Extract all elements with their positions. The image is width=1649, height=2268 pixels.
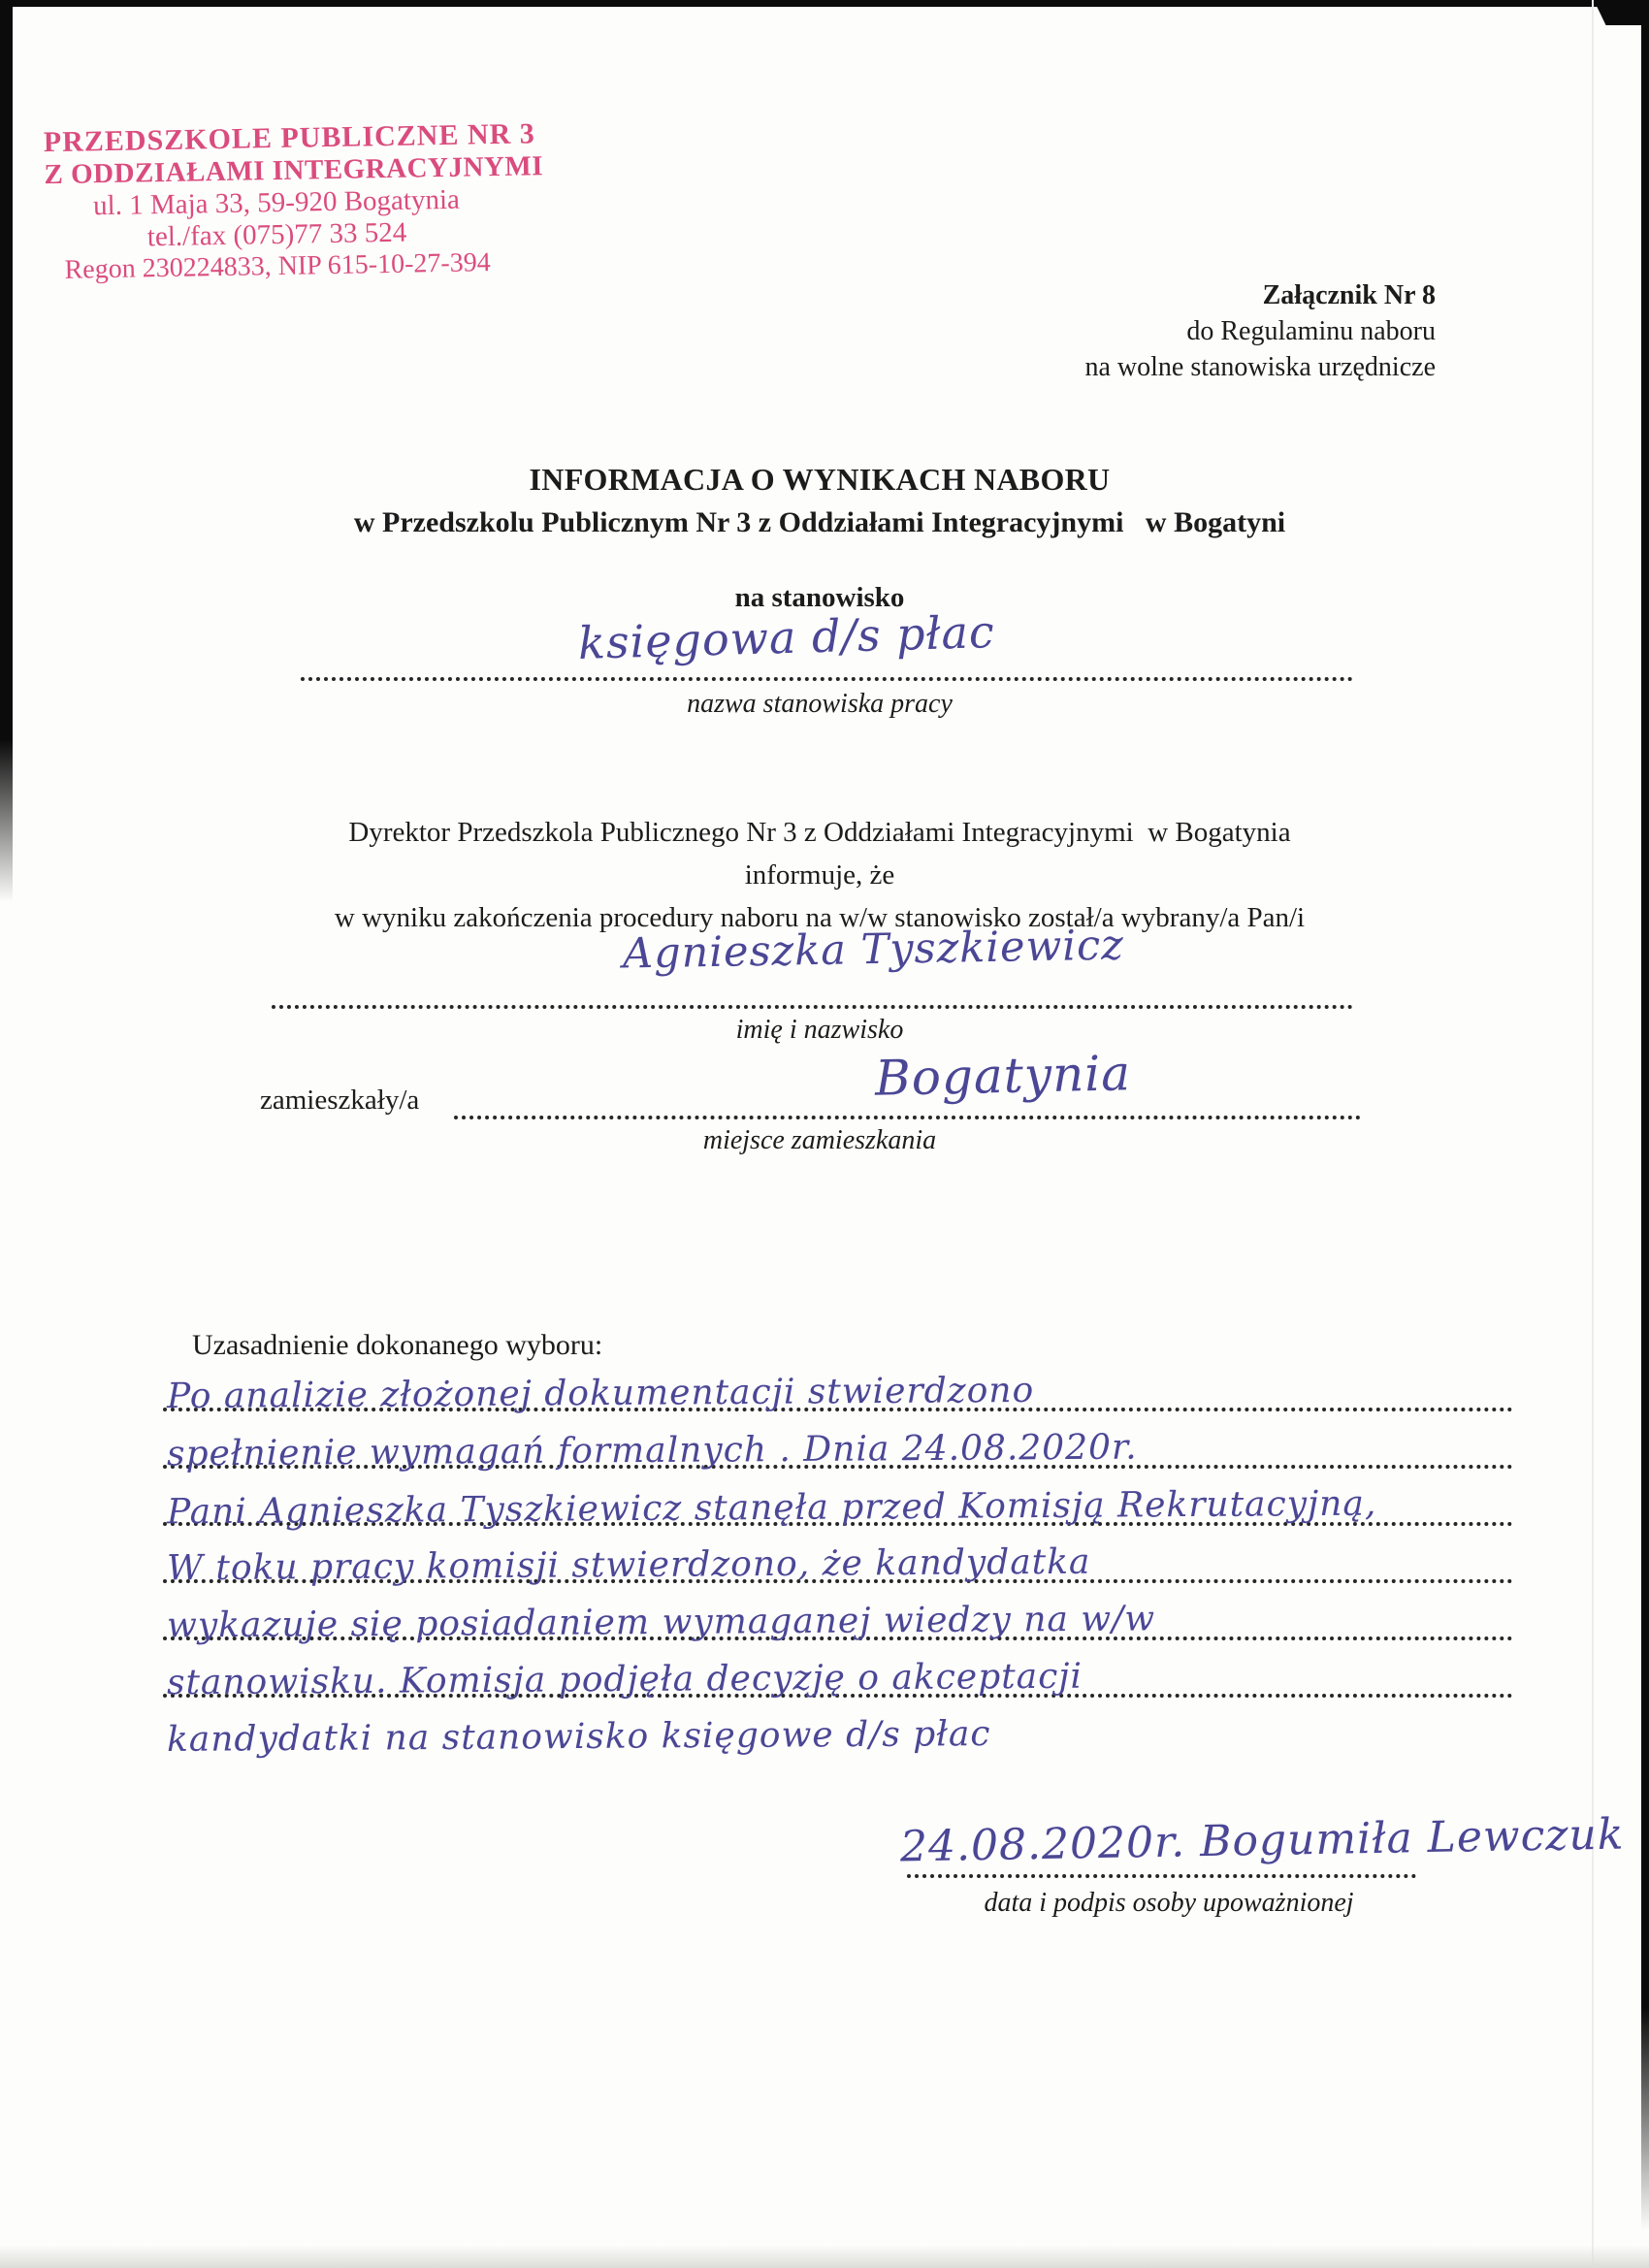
justification-block [163,1354,1513,1760]
scan-edge-right [1641,0,1649,2231]
stamp-line-regon-nip: Regon 230224833, NIP 615-10-27-394 [64,247,491,286]
stamp-line-branch: Z ODDZIAŁAMI INTEGRACYJNYMI [44,150,544,191]
justification-line [163,1526,1513,1589]
justification-line [163,1640,1513,1703]
handwritten-justification-1: Po analizie złożonej dokumentacji stwierdzono [166,1370,1035,1417]
body-line-1: Dyrektor Przedszkola Publicznego Nr 3 z Oddziałami Integracyjnymi w Bogatynia [348,817,1291,848]
position-dotted-line [301,677,1353,681]
stamp-line-institution: PRZEDSZKOLE PUBLICZNE NR 3 [43,117,536,159]
signature-caption: data i podpis osoby upoważnionej [984,1888,1354,1918]
body-paragraph [184,811,1455,939]
handwritten-residence-value: Bogatynia [874,1045,1132,1107]
name-caption: imię i nazwisko [735,1015,904,1045]
justification-line [163,1354,1513,1417]
justification-line [163,1411,1513,1474]
title-line-2: w Przedszkolu Publicznym Nr 3 z Oddziałami Integracyjnymi w Bogatyni [353,506,1286,538]
attachment-header [1084,277,1436,385]
scan-bottom-shade [0,2245,1649,2268]
stamp-line-phone: tel./fax (075)77 33 524 [146,216,407,253]
document-title [184,462,1455,539]
handwritten-justification-2: spełnienie wymagań formalnych . Dnia 24.08.2020r. [166,1427,1138,1474]
signature-dotted-line [907,1874,1416,1878]
body-line-2: informuje, że [744,859,895,891]
handwritten-candidate-name: Agnieszka Tyszkiewicz [622,921,1125,979]
handwritten-justification-6: stanowisku. Komisja podjęła decyzję o akceptacji [166,1656,1083,1703]
residence-caption: miejsce zamieszkania [702,1125,937,1155]
attachment-subtitle-1: do Regulaminu naboru [1186,316,1436,346]
justification-line [163,1469,1513,1533]
residence-label: zamieszkały/a [260,1085,420,1116]
paper-edge-shadow [1592,0,1594,2268]
body-line-3: w wyniku zakończenia procedury naboru na w/w stanowisko został/a wybrany/a Pan/i [334,902,1306,933]
position-heading: na stanowisko [734,582,905,613]
handwritten-justification-7: kandydatki na stanowisko księgowe d/s płac [166,1714,991,1760]
attachment-number: Załącznik Nr 8 [1262,280,1436,310]
stamp-line-address: ul. 1 Maja 33, 59-920 Bogatynia [92,183,461,222]
name-dotted-line [272,1005,1353,1009]
title-line-1: INFORMACJA O WYNIKACH NABORU [529,462,1111,497]
scan-edge-top [0,0,1649,7]
handwritten-date-signature: 24.08.2020r. Bogumiła Lewczuk [899,1809,1625,1872]
handwritten-justification-3: Pani Agnieszka Tyszkiewicz stanęła przed Komisją Rekrutacyjną, [166,1483,1377,1533]
attachment-subtitle-2: na wolne stanowiska urzędnicze [1084,352,1436,382]
scan-edge-corner [1594,0,1649,25]
handwritten-position-value: księgowa d/s płac [577,605,996,669]
residence-dotted-line [454,1116,1361,1119]
school-stamp [43,117,544,287]
handwritten-justification-5: wykazuje się posiadaniem wymaganej wiedzy na w/w [166,1599,1156,1646]
handwritten-justification-4: W toku pracy komisji stwierdzono, że kandydatka [166,1541,1091,1589]
scan-edge-left [0,0,13,902]
position-caption: nazwa stanowiska pracy [687,689,953,719]
justification-line [163,1698,1513,1760]
justification-line [163,1583,1513,1646]
justification-heading: Uzasadnienie dokonanego wyboru: [192,1329,603,1361]
